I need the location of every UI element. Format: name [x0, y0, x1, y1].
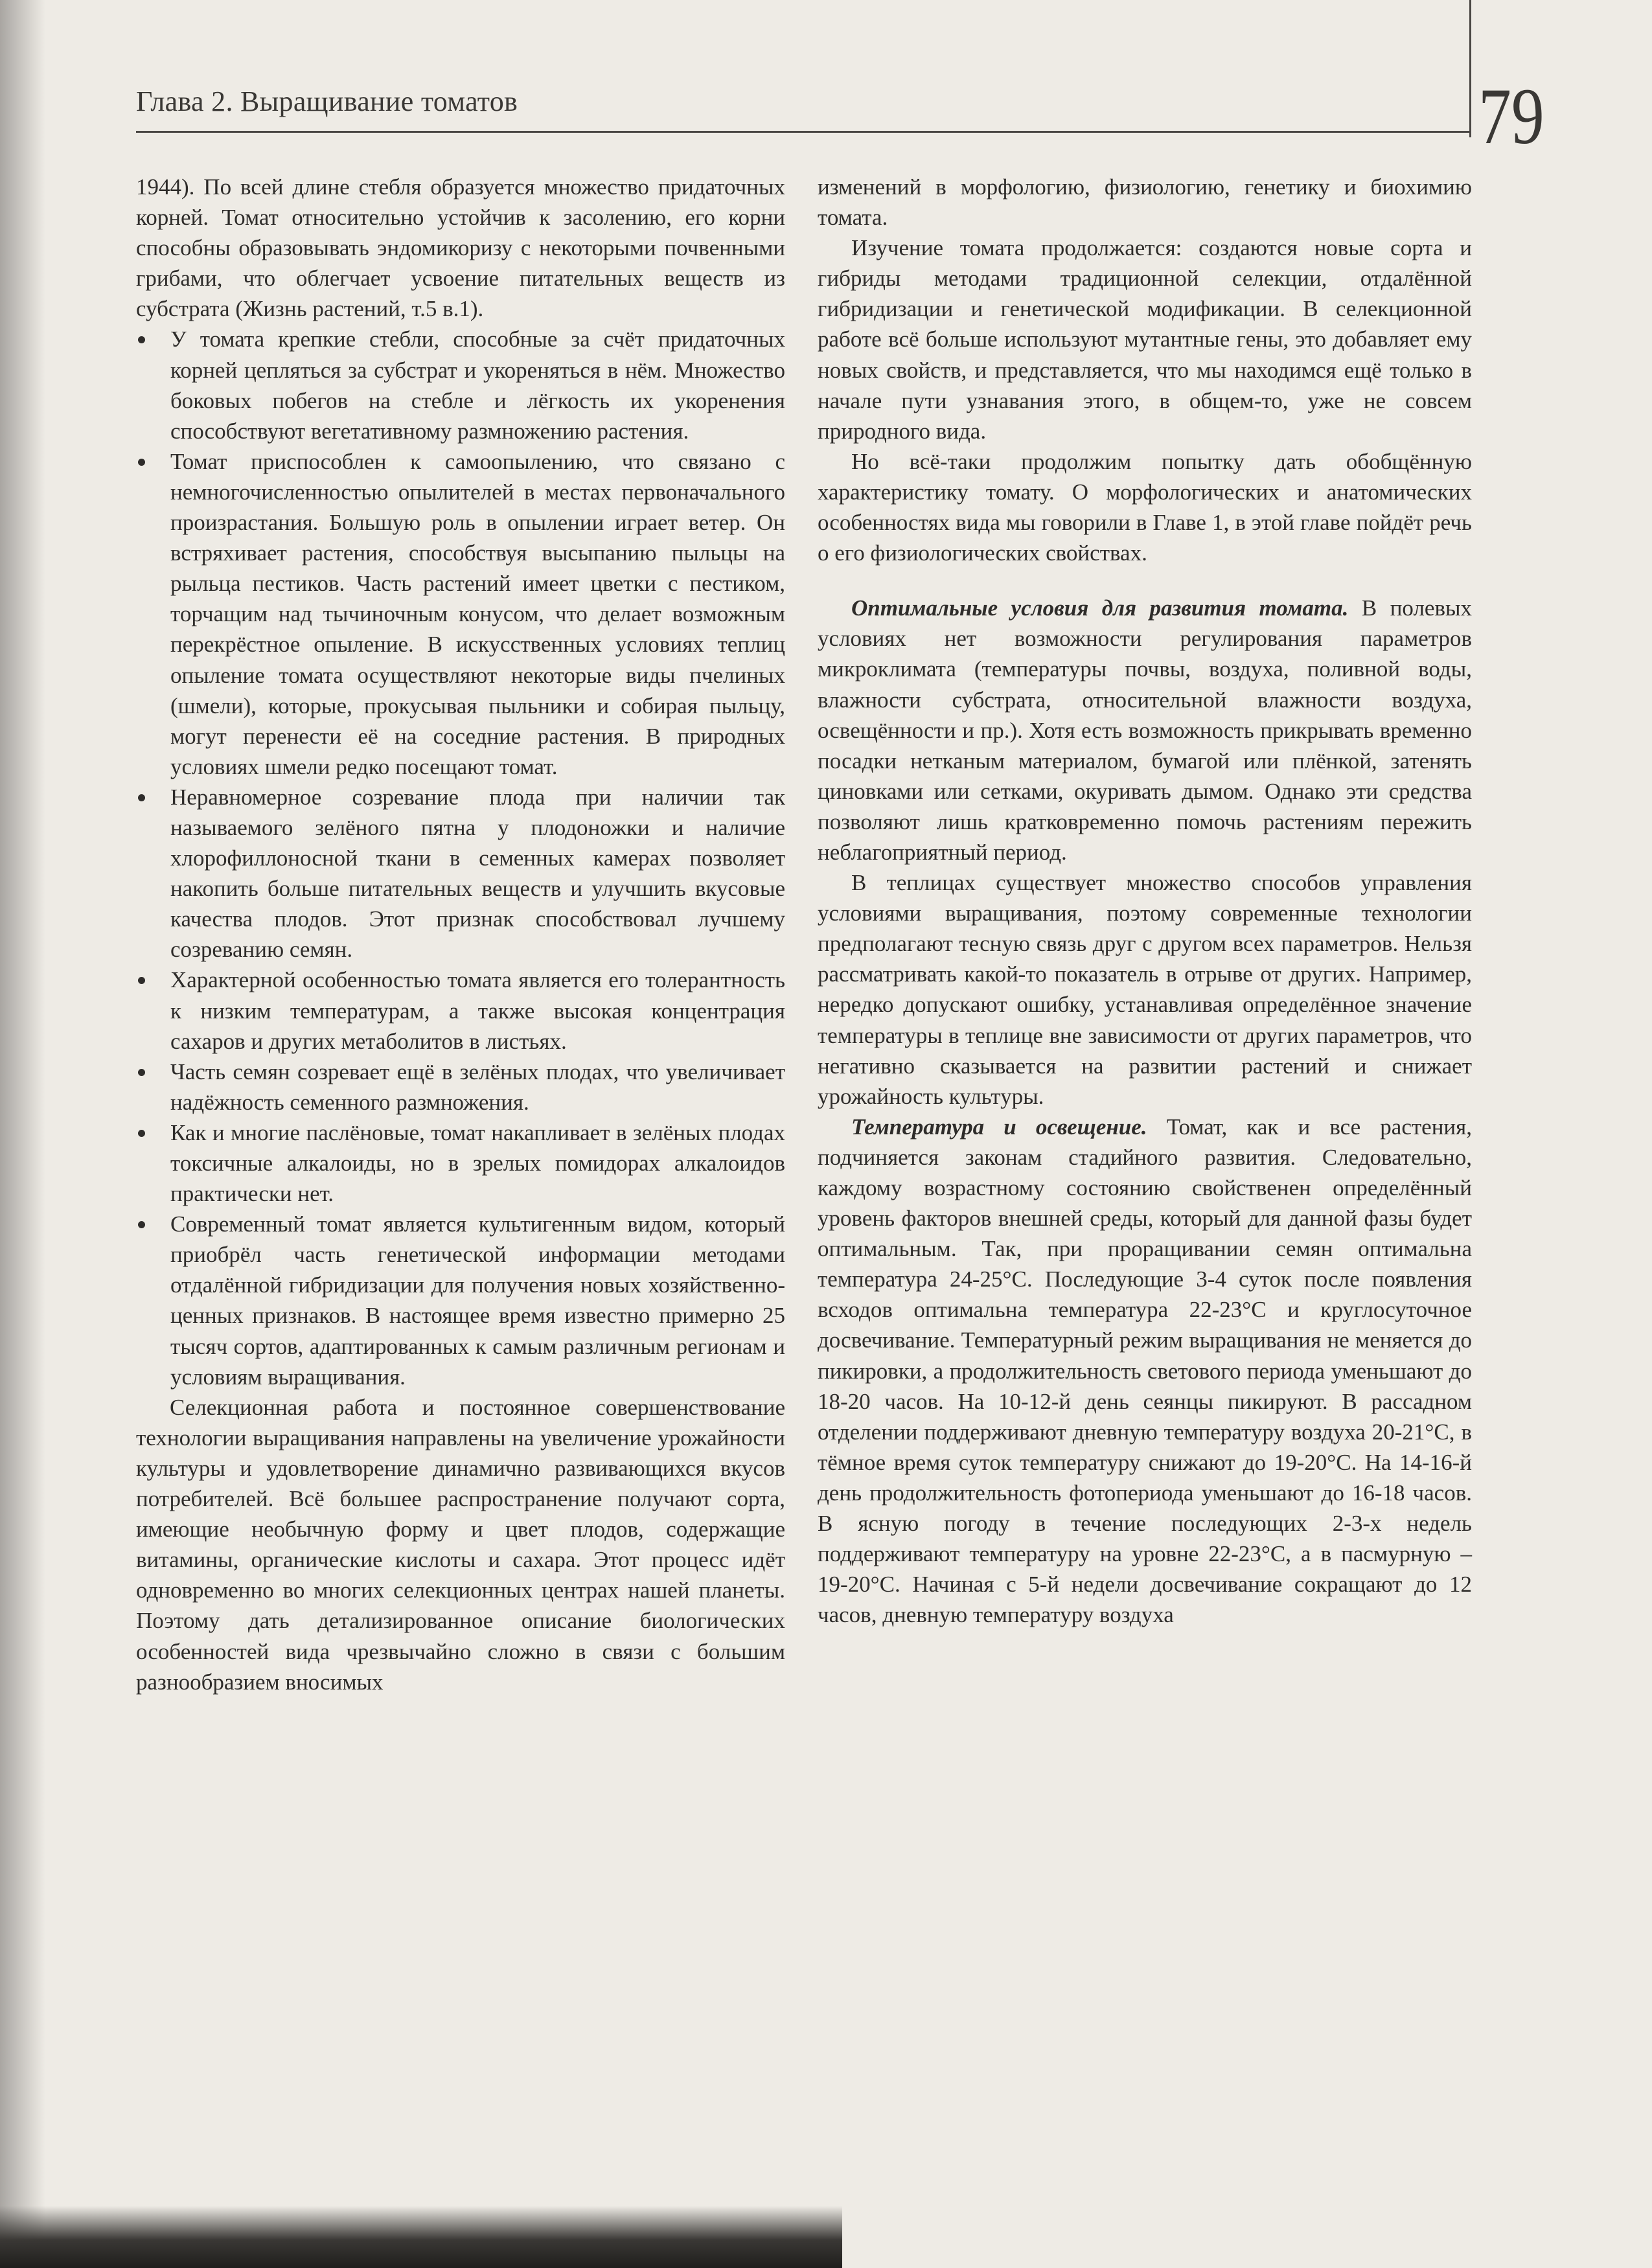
list-item	[136, 446, 785, 782]
right-paragraph-5: В теплицах существует множество способов управления условиями выращивания, поэтому современные технологии предполагают тесную связь друг с другом всех параметров. Нельзя рассматривать какой-то показатель в отрыве от других. Например, нередко допускают ошибку, устанавливая определённое значение температуры в теплице вне зависимости от других параметров, что негативно сказывается на развитии растений и снижает урожайность культуры.	[818, 870, 1472, 1109]
page-gutter-shadow	[0, 0, 45, 2268]
list-item	[136, 782, 785, 965]
list-item	[136, 1057, 785, 1117]
list-item	[136, 965, 785, 1056]
bullet-icon	[138, 794, 145, 801]
list-item-text: У томата крепкие стебли, способные за счёт придаточных корней цепляться за субстрат и укореняться в нём. Множество боковых побегов на стебле и лёгкость их укоренения способствуют вегетативному размножению растения.	[170, 326, 785, 444]
optimal-conditions-heading: Оптимальные условия для развития томата.	[851, 595, 1349, 621]
left-intro-paragraph: 1944). По всей длине стебля образуется множество придаточных корней. Томат относительно устойчив к засолению, его корни способны образовывать эндомикоризу с некоторыми почвенными грибами, что облегчает усвоение питательных веществ из субстрата (Жизнь растений, т.5 в.1).	[136, 174, 785, 322]
scan-bottom-shadow	[0, 2206, 842, 2268]
bullet-icon	[138, 1221, 145, 1228]
temperature-lighting-section	[818, 1112, 1472, 1631]
chapter-title: Глава 2. Выращивание томатов	[136, 86, 518, 117]
bullet-icon	[138, 977, 145, 984]
list-item	[136, 324, 785, 446]
list-item-text: Характерной особенностью томата является его толерантность к низким температурам, а также высокая концентрация сахаров и других метаболитов в листьях.	[170, 967, 785, 1054]
right-paragraph-3: Но всё-таки продолжим попытку дать обобщённую характеристику томату. О морфологических и анатомических особенностях вида мы говорили в Главе 1, в этой главе пойдёт речь о его физиологических свойствах.	[818, 448, 1472, 566]
list-item-text: Неравномерное созревание плода при наличии так называемого зелёного пятна у плодоножки и наличие хлорофиллоносной ткани в семенных камерах позволяет накопить больше питательных веществ и улучшить вкусовые качества плодов. Этот признак способствовал лучшему созреванию семян.	[170, 784, 785, 963]
optimal-conditions-section	[818, 593, 1472, 867]
right-paragraph-2: Изучение томата продолжается: создаются новые сорта и гибриды методами традиционной селекции, отдалённой гибридизации и генетической модификации. В селекционной работе всё больше используют мутантные гены, это добавляет ему новых свойств, и представляется, что мы находимся ещё только в начале пути узнавания этого, в общем-то, уже не совсем природного вида.	[818, 235, 1472, 444]
bullet-icon	[138, 459, 145, 466]
bullet-icon	[138, 1130, 145, 1137]
right-column	[818, 172, 1472, 1630]
bullet-icon	[138, 336, 145, 343]
temperature-lighting-text: Томат, как и все растения, подчиняется законам стадийного развития. Следовательно, каждому возрастному состоянию свойственен определённый уровень факторов внешней среды, который для данной фазы будет оптимальным. Так, при проращивании семян оптимальна температура 24-25°С. Последующие 3-4 суток после появления всходов оптимальна температура 22-23°С и круглосуточное досвечивание. Температурный режим выращивания не меняется до пикировки, а продолжительность светового периода уменьшают до 18-20 часов. На 10-12-й день сеянцы пикируют. В рассадном отделении поддерживают дневную температуру воздуха 20-21°С, в тёмное время суток температуру снижают до 19-20°С. На 14-16-й день продолжительность фотопериода уменьшают до 16-18 часов. В ясную погоду в течение последующих 2-3-х недель поддерживают температуру на уровне 22-23°С, а в пасмурную – 19-20°С. Начиная с 5-й недели досвечивание сокращают до 12 часов, дневную температуру воздуха	[818, 1114, 1473, 1628]
temperature-lighting-heading: Температура и освещение.	[851, 1114, 1147, 1140]
list-item-text: Как и многие паслёновые, томат накапливает в зелёных плодах токсичные алкалоиды, но в зрелых помидорах алкалоидов практически нет.	[170, 1119, 785, 1207]
bullet-icon	[138, 1069, 145, 1076]
list-item	[136, 1117, 785, 1209]
feature-bullet-list	[136, 324, 785, 1392]
list-item-text: Томат приспособлен к самоопылению, что связано с немногочисленностью опылителей в местах первоначального произрастания. Большую роль в опылении играет ветер. Он встряхивает растения, способствуя высыпанию пыльцы на рыльца пестиков. Часть растений имеет цветки с пестиком, торчащим над тычиночным конусом, что делает возможным перекрёстное опыление. В искусственных условиях теплиц опыление томата осуществляют некоторые виды пчелиных (шмели), которые, прокусывая пыльники и собирая пыльцу, могут перенести её на соседние растения. В природных условиях шмели редко посещают томат.	[170, 448, 785, 779]
header-rule	[136, 131, 1471, 133]
list-item	[136, 1209, 785, 1392]
list-item-text: Часть семян созревает ещё в зелёных плодах, что увеличивает надёжность семенного размножения.	[170, 1059, 785, 1115]
page-number: 79	[1478, 72, 1544, 161]
list-item-text: Современный томат является культигенным видом, который приобрёл часть генетической информации методами отдалённой гибридизации для получения новых хозяйственно-ценных признаков. В настоящее время известно примерно 25 тысяч сортов, адаптированных к самым различным регионам и условиям выращивания.	[170, 1211, 785, 1390]
optimal-conditions-text: В полевых условиях нет возможности регулирования параметров микроклимата (температуры почвы, воздуха, поливной воды, влажности субстрата, относительной влажности воздуха, освещённости и пр.). Хотя есть возможность прикрывать временно посадки нетканым материалом, бумагой или плёнкой, затенять циновками или сетками, окуривать дымом. Однако эти средства позволяют лишь кратковременно помочь растениям пережить неблагоприятный период.	[818, 595, 1473, 865]
page-number-rule	[1469, 0, 1471, 137]
left-closing-paragraph: Селекционная работа и постоянное совершенствование технологии выращивания направлены на увеличение урожайности культуры и удовлетворение динамично развивающихся вкусов потребителей. Всё большее распространение получают сорта, имеющие необычную форму и цвет плодов, содержащие витамины, органические кислоты и сахара. Этот процесс идёт одновременно во многих селекционных центрах нашей планеты. Поэтому дать детализированное описание биологических особенностей вида чрезвычайно сложно в связи с большим разнообразием вносимых	[136, 1394, 785, 1695]
right-paragraph-1: изменений в морфологию, физиологию, генетику и биохимию томата.	[818, 174, 1472, 231]
left-column	[136, 172, 785, 1697]
